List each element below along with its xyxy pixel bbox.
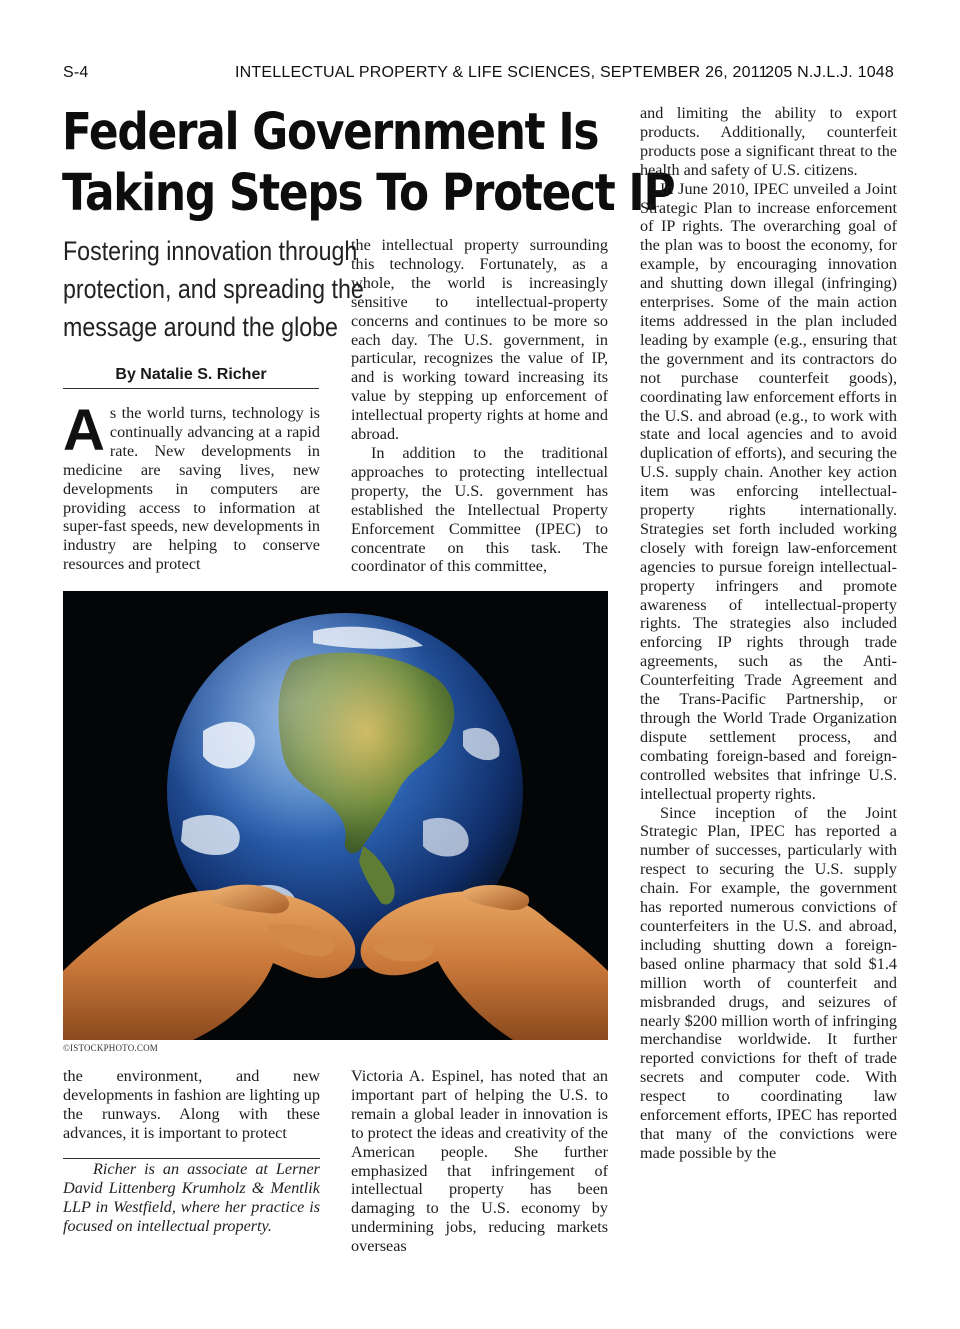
intro-paragraph: s the world turns, technology is continually advancing at a rapid rate. New developments in medicine are saving lives, new developments in computers are providing access to information at super-fast speeds, new developments in industry are helping to conserve resources and protect xyxy=(63,404,320,574)
drop-cap: A xyxy=(63,398,105,463)
byline: By Natalie S. Richer xyxy=(63,366,319,389)
subheadline xyxy=(63,232,364,346)
author-bio xyxy=(63,1160,320,1236)
headline-line-1: Federal Government Is xyxy=(62,103,599,162)
globe-illustration xyxy=(63,591,608,1040)
subhead-line-1: Fostering innovation through xyxy=(63,236,358,266)
paragraph: Since inception of the Joint Strategic Plan, IPEC has reported a number of successes, particularly with respect to securing the U.S. supply chain. For example, the government has reported numerous convictions of counterfeiters in the U.S. and abroad, including shutting down a foreign-based online pharmacy that sold $1.4 million worth of counterfeit and misbranded drugs, and seizures of nearly $200 million worth of infringing merchandise worldwide. It further reported convictions for theft of trade secrets and computer code. With respect to coordinating law enforcement efforts, IPEC has reported that many of the convictions were made possible by the xyxy=(640,803,897,1162)
paragraph: the environment, and new developments in fashion are lighting up the runways. Along with these advances, it is important to protect xyxy=(63,1067,320,1142)
paragraph: the intellectual property surrounding this technology. Fortunately, as a whole, the world is increasingly sensitive to intellectual-property concerns and continues to be more so each day. The U.S. government, in particular, recognizes the value of IP, and is working toward increasing its value by stepping up enforcement of intellectual property rights at home and abroad. xyxy=(351,236,608,444)
paragraph: In addition to the traditional approaches to protecting intellectual property, the U.S. government has established the Intellectual Property Enforcement Committee (IPEC) to concentrate on this task. The coordinator of this committee, xyxy=(351,443,608,576)
subhead-line-3: message around the globe xyxy=(63,312,338,342)
paragraph: Victoria A. Espinel, has noted that an important part of helping the U.S. to remain a global leader in innovation is to protect the ideas and creativity of the American people. She further emphasized that infringement of intellectual property has been damaging to the U.S. economy by undermining jobs, reducing markets overseas xyxy=(351,1067,608,1256)
headline-line-2: Taking Steps To Protect IP xyxy=(62,164,675,223)
column-3 xyxy=(640,104,897,1163)
paragraph: In June 2010, IPEC unveiled a Joint Strategic Plan to increase enforcement of IP rights. The overarching goal of the plan was to boost the economy, for example, by encouraging innovation and shutting down illegal (infringing) enterprises. Some of the main action items addressed in the plan included leading by example (e.g., ensuring that the government and its contractors do not purchase counterfeit goods), coordinating law enforcement efforts in the U.S. and abroad (e.g., to work with state and local agencies and to avoid duplication of efforts), and securing the U.S. supply chain. Another key action item was enforcing intellectual-property rights internationally. Strategies set forth included working closely with foreign law-enforcement agencies to pursue foreign intellectual-property infringers and promote awareness of intellectual-property rights. The strategies also included enforcing IP rights through trade agreements, such as the Anti-Counterfeiting Trade Agreement and the Trans-Pacific Partnership, or through the World Trade Organization dispute settlement process, and combating foreign-based and foreign-controlled websites that infringe U.S. intellectual property rights. xyxy=(640,179,897,803)
page-number: S-4 xyxy=(63,64,89,81)
paragraph: and limiting the ability to export products. Additionally, counterfeit products pose a significant threat to the health and safety of U.S. citizens. xyxy=(640,104,897,179)
column-1-bottom xyxy=(63,1067,320,1143)
headline xyxy=(62,102,675,224)
photo-credit: ©ISTOCKPHOTO.COM xyxy=(63,1043,158,1053)
author-bio-text: Richer is an associate at Lerner David Littenberg Krumholz & Mentlik LLP in Westfield, where her practice is focused on intellectual property. xyxy=(63,1160,320,1235)
subhead-line-2: protection, and spreading the xyxy=(63,274,364,304)
column-1-top xyxy=(63,398,320,574)
bio-divider xyxy=(63,1158,320,1159)
column-2-top xyxy=(351,236,608,576)
globe-in-hands-photo xyxy=(63,591,608,1040)
section-header: INTELLECTUAL PROPERTY & LIFE SCIENCES, SEPTEMBER 26, 2011 xyxy=(235,64,768,81)
citation: 205 N.J.L.J. 1048 xyxy=(765,64,894,81)
column-2-bottom xyxy=(351,1067,608,1256)
